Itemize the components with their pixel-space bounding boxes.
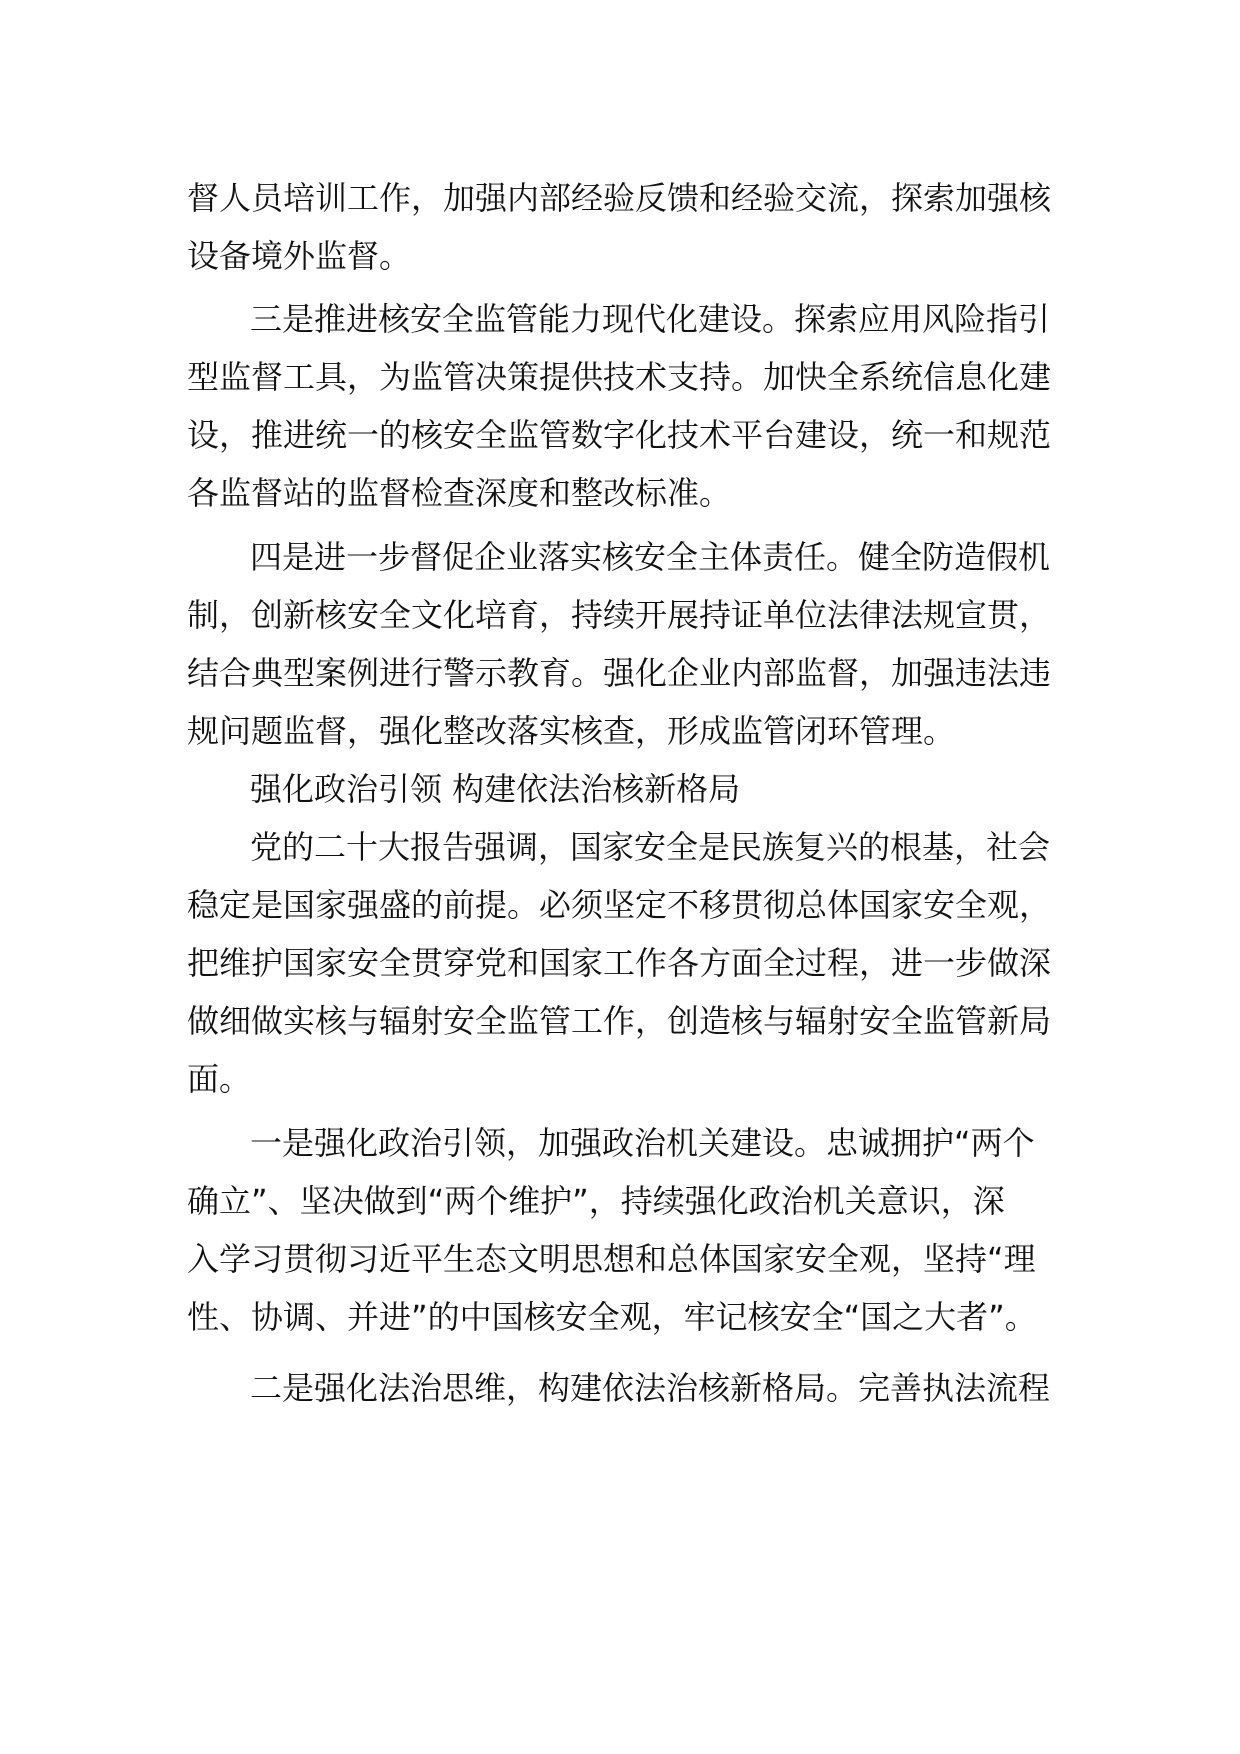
- text-line-2: 设备境外监督。: [187, 237, 412, 275]
- paragraph-4-line-1: 四是进一步督促企业落实核安全主体责任。健全防造假机: [250, 538, 1051, 576]
- text-line-20: 性、协调、并进”的中国核安全观，牢记核安全“国之大者”。: [187, 1298, 1037, 1336]
- text-line-1: 督人员培训工作，加强内部经验反馈和经验交流，探索加强核: [187, 179, 1052, 217]
- text-line-14: 把维护国家安全贯穿党和国家工作各方面全过程，进一步做深: [187, 944, 1052, 982]
- text-line-6: 各监督站的监督检查深度和整改标准。: [187, 474, 732, 512]
- text-line-10: 规问题监督，强化整改落实核查，形成监管闭环管理。: [187, 712, 956, 750]
- paragraph-3-line-1: 三是推进核安全监管能力现代化建设。探索应用风险指引: [250, 300, 1051, 338]
- text-line-18: 确立”、坚决做到“两个维护”，持续强化政治机关意识，深: [187, 1182, 1005, 1220]
- text-line-4: 型监督工具，为监管决策提供技术支持。加快全系统信息化建: [187, 358, 1052, 396]
- text-line-13: 稳定是国家强盛的前提。必须坚定不移贯彻总体国家安全观，: [187, 886, 1052, 924]
- text-line-19: 入学习贯彻习近平生态文明思想和总体国家安全观，坚持“理: [187, 1240, 1036, 1278]
- paragraph-2-line-1: 二是强化法治思维，构建依法治核新格局。完善执法流程: [250, 1369, 1051, 1407]
- text-line-5: 设，推进统一的核安全监管数字化技术平台建设，统一和规范: [187, 416, 1052, 454]
- text-line-16: 面。: [187, 1060, 252, 1098]
- paragraph-1-line-1: 一是强化政治引领，加强政治机关建设。忠诚拥护“两个: [250, 1124, 1035, 1162]
- section-heading: 强化政治引领 构建依法治核新格局: [250, 770, 741, 808]
- text-line-9: 结合典型案例进行警示教育。强化企业内部监督，加强违法违: [187, 654, 1052, 692]
- text-line-15: 做细做实核与辐射安全监管工作，创造核与辐射安全监管新局: [187, 1002, 1052, 1040]
- text-line-8: 制，创新核安全文化培育，持续开展持证单位法律法规宣贯，: [187, 596, 1052, 634]
- paragraph-intro-line-1: 党的二十大报告强调，国家安全是民族复兴的根基，社会: [250, 828, 1051, 866]
